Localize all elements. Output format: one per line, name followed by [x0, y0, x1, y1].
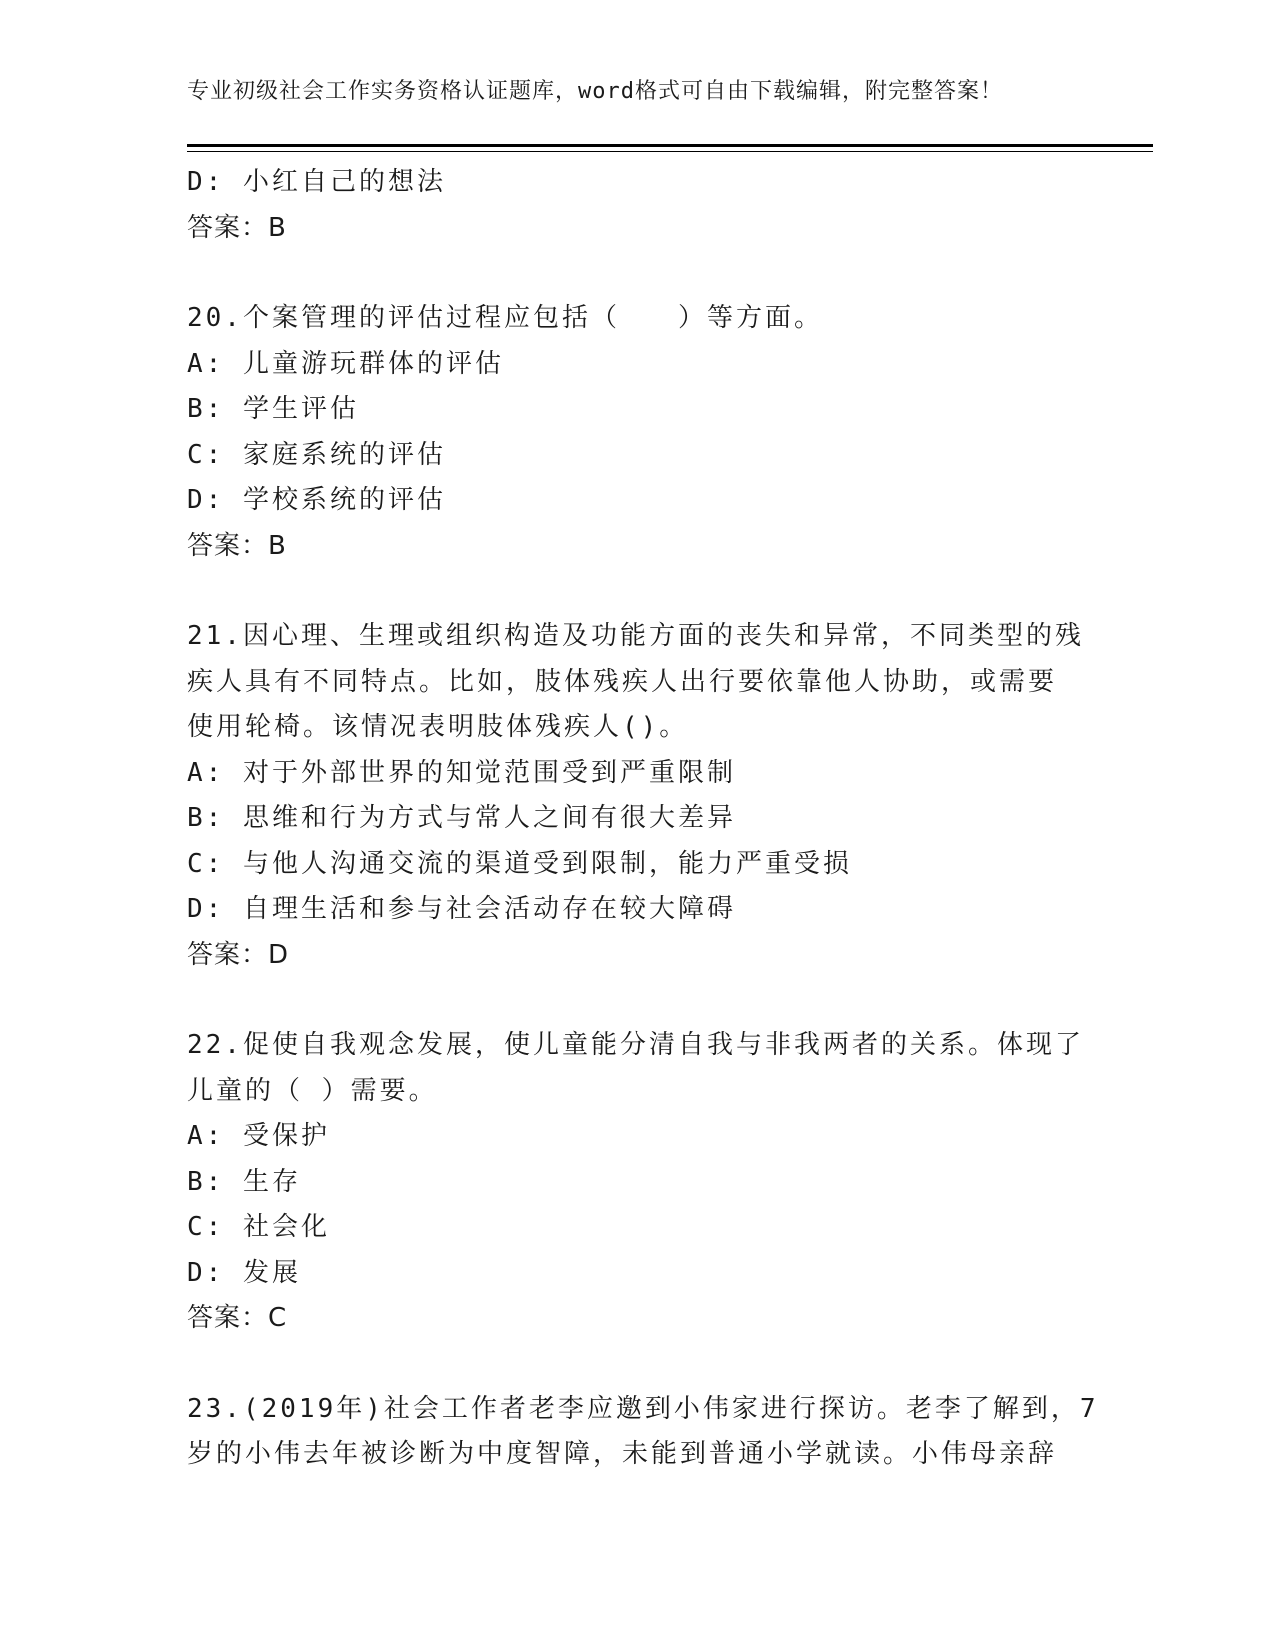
question-option: C: 与他人沟通交流的渠道受到限制，能力严重受损: [187, 848, 852, 879]
question-option: A: 受保护: [187, 1121, 330, 1151]
question-option: A: 儿童游玩群体的评估: [187, 348, 504, 379]
header-rule-thin: [187, 151, 1153, 152]
question-block: [187, 160, 1087, 251]
question-option: B: 生存: [187, 1166, 301, 1197]
block-spacer: [187, 251, 1087, 296]
question-option: A: 对于外部世界的知觉范围受到严重限制: [187, 757, 736, 788]
question-stem-line: 23.(2019年)社会工作者老李应邀到小伟家进行探访。老李了解到，7: [187, 1393, 1099, 1424]
question-block: [187, 614, 1087, 978]
block-spacer: [187, 1342, 1087, 1387]
question-answer: 答案：D: [187, 939, 290, 970]
question-stem-line: 儿童的（ ）需要。: [187, 1075, 438, 1106]
question-stem-line: 疾人具有不同特点。比如，肢体残疾人出行要依靠他人协助，或需要: [187, 666, 1058, 697]
question-option: D: 发展: [187, 1257, 301, 1288]
question-stem-line: 22.促使自我观念发展，使儿童能分清自我与非我两者的关系。体现了: [187, 1030, 1084, 1060]
block-spacer: [187, 978, 1087, 1023]
question-list: [187, 160, 1099, 1478]
question-option: D: 自理生活和参与社会活动存在较大障碍: [187, 894, 736, 924]
question-answer: 答案：B: [187, 212, 287, 243]
page-header: 专业初级社会工作实务资格认证题库，word格式可自由下载编辑，附完整答案！: [187, 79, 1003, 104]
question-block: [187, 1023, 1087, 1342]
question-option: C: 社会化: [187, 1212, 330, 1242]
question-block: [187, 1387, 1099, 1478]
question-option: C: 家庭系统的评估: [187, 439, 446, 470]
question-answer: 答案：B: [187, 530, 287, 561]
question-option: B: 学生评估: [187, 394, 359, 424]
question-stem-line: 岁的小伟去年被诊断为中度智障，未能到普通小学就读。小伟母亲辞: [187, 1439, 1058, 1469]
question-stem-line: 21.因心理、生理或组织构造及功能方面的丧失和异常，不同类型的残: [187, 621, 1084, 651]
block-spacer: [187, 569, 1087, 614]
question-answer: 答案：C: [187, 1303, 288, 1333]
question-block: [187, 296, 1087, 569]
question-option: D: 学校系统的评估: [187, 485, 446, 515]
question-stem-line: 使用轮椅。该情况表明肢体残疾人()。: [187, 712, 689, 742]
question-option: B: 思维和行为方式与常人之间有很大差异: [187, 803, 736, 833]
header-rule-thick: [187, 144, 1153, 147]
question-option: D: 小红自己的想法: [187, 167, 446, 197]
question-stem-line: 20.个案管理的评估过程应包括（ ）等方面。: [187, 303, 823, 333]
